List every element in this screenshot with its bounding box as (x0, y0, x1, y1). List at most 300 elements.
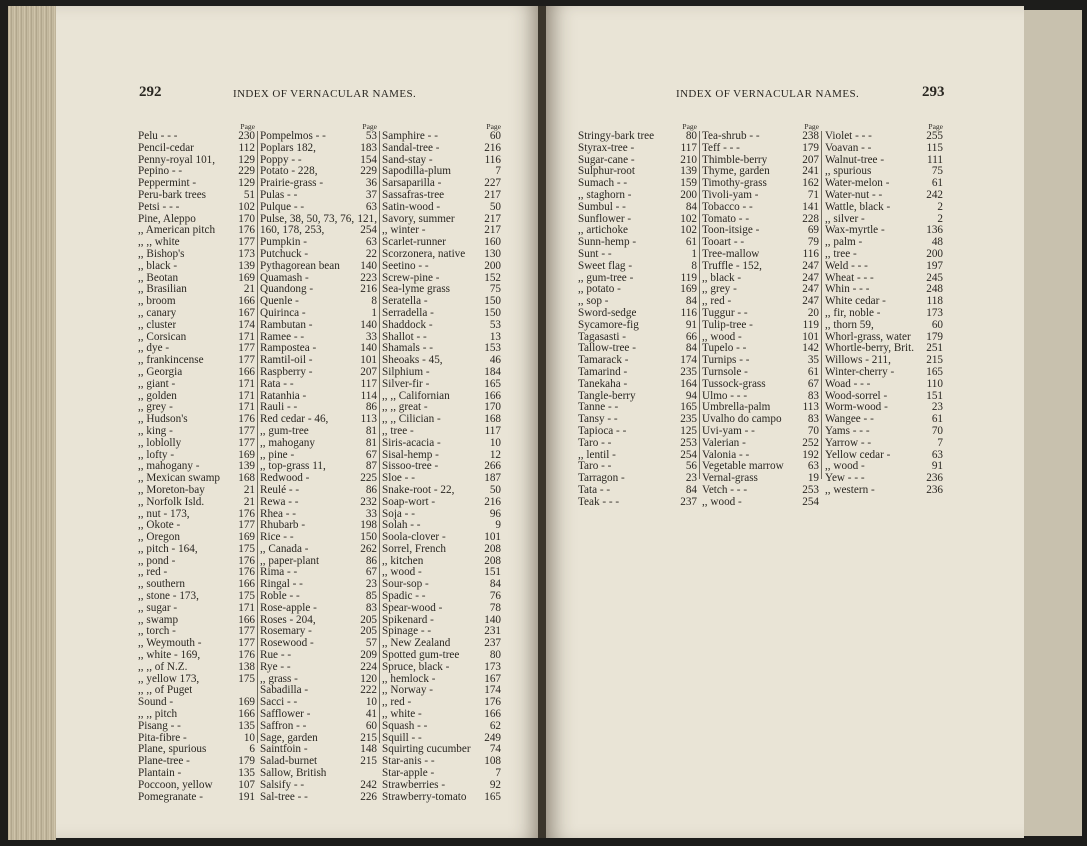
right-page-number: 293 (922, 84, 945, 100)
entry-page-ref: 50 (489, 200, 501, 213)
entry-page-ref: 165 (680, 401, 697, 414)
entry-term: 160, 178, 253, (260, 225, 325, 237)
page-label: Page (928, 122, 943, 131)
index-entry (382, 485, 501, 497)
index-entry (702, 202, 819, 214)
left-running-header: INDEX OF VERNACULAR NAMES. (233, 88, 417, 100)
entry-term: Redwood - (260, 473, 310, 485)
entry-page-ref: 216 (484, 495, 501, 508)
entry-page-ref: 238 (802, 130, 819, 142)
index-entry (260, 721, 377, 733)
index-entry (578, 332, 697, 344)
entry-page-ref: 139 (680, 165, 697, 178)
index-entry (702, 261, 819, 273)
index-entry (138, 544, 255, 556)
entry-term: Wheat - - - (825, 272, 874, 284)
entry-page-ref: 8 (691, 259, 697, 272)
entry-term: Star-apple - (382, 768, 435, 780)
entry-term: Thimble-berry (702, 154, 768, 166)
entry-term: Vernal-grass (702, 473, 758, 485)
index-entry (138, 792, 255, 804)
entry-page-ref: 91 (685, 318, 697, 331)
entry-page-ref: 177 (238, 625, 255, 638)
entry-page-ref: 102 (680, 212, 697, 225)
entry-page-ref: 84 (489, 578, 501, 591)
entry-page-ref: 177 (238, 519, 255, 532)
entry-term: ,, artichoke (578, 225, 629, 237)
entry-page-ref: 248 (926, 283, 943, 296)
entry-page-ref: 61 (931, 413, 943, 426)
entry-page-ref: 74 (489, 743, 501, 756)
entry-page-ref: 236 (926, 483, 943, 496)
index-entry (138, 367, 255, 379)
entry-term: Whortle-berry, Brit. (825, 343, 915, 355)
entry-term: Sallow, British (260, 768, 327, 780)
column-rule (821, 131, 822, 479)
index-entry (825, 320, 943, 332)
index-entry (260, 261, 377, 273)
index-entry (260, 497, 377, 509)
entry-page-ref: 168 (484, 413, 501, 426)
entry-page-ref: 83 (807, 413, 819, 426)
index-entry (382, 273, 501, 285)
entry-term: Uvalho do campo (702, 414, 782, 426)
index-entry (382, 697, 501, 709)
entry-term: Spruce, black - (382, 661, 450, 673)
entry-term: Sandal-tree - (382, 142, 440, 154)
entry-term: Roses - 204, (260, 614, 316, 626)
entry-page-ref: 232 (360, 495, 377, 508)
entry-term: Quirinca - (260, 307, 306, 319)
index-entry (138, 780, 255, 792)
index-entry (825, 402, 943, 414)
entry-page-ref: 53 (489, 318, 501, 331)
entry-page-ref: 2 (937, 200, 943, 213)
entry-term: ,, grey - (702, 284, 737, 296)
entry-term: ,, mahogany (260, 437, 315, 449)
index-entry (138, 320, 255, 332)
entry-page-ref: 226 (360, 790, 377, 803)
entry-term: Teff - - - (702, 142, 740, 154)
index-entry (260, 438, 377, 450)
index-entry (702, 391, 819, 403)
entry-page-ref: 84 (685, 295, 697, 308)
entry-page-ref: 210 (680, 153, 697, 166)
entry-page-ref: 61 (807, 365, 819, 378)
entry-page-ref: 60 (365, 719, 377, 732)
entry-term: Teak - - - (578, 496, 620, 508)
entry-page-ref: 247 (802, 295, 819, 308)
index-entry (578, 143, 697, 155)
entry-page-ref: 113 (802, 401, 819, 414)
index-entry (138, 485, 255, 497)
entry-page-ref: 21 (243, 483, 255, 496)
entry-term: ,, gum-tree - (578, 272, 634, 284)
index-column (260, 122, 377, 803)
entry-term: Rosemary - (260, 626, 312, 638)
entry-page-ref: 177 (238, 424, 255, 437)
index-entry (702, 402, 819, 414)
index-entry (825, 379, 943, 391)
index-entry (382, 190, 501, 202)
entry-page-ref: 176 (238, 224, 255, 237)
entry-page-ref: 66 (685, 330, 697, 343)
entry-term: ,, Okote - (138, 520, 181, 532)
entry-page-ref: 101 (360, 354, 377, 367)
index-entry (260, 556, 377, 568)
index-entry (260, 249, 377, 261)
index-entry (260, 225, 377, 237)
entry-term: Ramtil-oil - (260, 355, 313, 367)
entry-term: Sycamore-fig (578, 319, 639, 331)
entry-page-ref: 167 (238, 306, 255, 319)
entry-term: Serradella - (382, 307, 434, 319)
index-entry (260, 308, 377, 320)
entry-page-ref: 76 (489, 590, 501, 603)
entry-page-ref: 187 (484, 472, 501, 485)
index-entry (382, 249, 501, 261)
entry-page-ref: 67 (365, 448, 377, 461)
entry-page-ref: 121, (357, 212, 377, 225)
index-entry (382, 780, 501, 792)
entry-page-ref: 176 (238, 413, 255, 426)
entry-page-ref: 179 (802, 141, 819, 154)
entry-term: Umbrella-palm (702, 402, 771, 414)
entry-term: Sassafras-tree (382, 189, 445, 201)
entry-page-ref: 35 (807, 354, 819, 367)
entry-page-ref: 166 (238, 365, 255, 378)
entry-page-ref: 79 (807, 236, 819, 249)
entry-page-ref: 173 (484, 660, 501, 673)
index-entry (138, 190, 255, 202)
entry-page-ref: 150 (484, 306, 501, 319)
entry-page-ref: 227 (484, 177, 501, 190)
entry-page-ref: 171 (238, 389, 255, 402)
entry-term: ,, red - (138, 567, 168, 579)
entry-term: Water-nut - - (825, 189, 883, 201)
entry-term: ,, Mexican swamp (138, 473, 221, 485)
entry-term: Tobacco - - (702, 201, 753, 213)
entry-term: Tomato - - (702, 213, 750, 225)
index-entry (825, 166, 943, 178)
entry-page-ref: 160 (484, 236, 501, 249)
entry-term: ,, ,, of N.Z. (138, 661, 188, 673)
entry-term: Sunn-hemp - (578, 237, 637, 249)
entry-page-ref: 229 (238, 165, 255, 178)
index-entry (382, 143, 501, 155)
entry-term: Rhubarb - (260, 520, 306, 532)
entry-page-ref: 216 (360, 283, 377, 296)
index-entry (382, 178, 501, 190)
entry-page-ref: 177 (238, 236, 255, 249)
entry-page-ref: 57 (365, 637, 377, 650)
entry-term: Ratanhia - (260, 390, 307, 402)
entry-page-ref: 235 (680, 365, 697, 378)
entry-term: Wattle, black - (825, 201, 891, 213)
index-entry (382, 332, 501, 344)
entry-term: ,, Beotan (138, 272, 179, 284)
entry-page-ref: 152 (484, 271, 501, 284)
entry-term: Shamals - - (382, 343, 433, 355)
index-entry (702, 190, 819, 202)
entry-term: Tree-mallow (702, 248, 760, 260)
entry-term: ,, red - (382, 697, 412, 709)
entry-page-ref: 175 (238, 590, 255, 603)
index-entry (260, 603, 377, 615)
entry-term: Taro - - (578, 461, 612, 473)
entry-page-ref: 62 (489, 719, 501, 732)
entry-page-ref: 215 (360, 755, 377, 768)
index-entry (382, 792, 501, 804)
page-label: Page (804, 122, 819, 131)
entry-page-ref: 56 (685, 460, 697, 473)
index-column (825, 122, 943, 497)
index-entry (138, 202, 255, 214)
column-rule (699, 131, 700, 479)
entry-term: Rose-apple - (260, 602, 317, 614)
index-entry (382, 638, 501, 650)
entry-page-ref: 235 (680, 413, 697, 426)
entry-term: Quandong - (260, 284, 314, 296)
entry-page-ref: 177 (238, 637, 255, 650)
entry-term: ,, Moreton-bay (138, 484, 205, 496)
entry-term: ,, mahogany - (138, 461, 200, 473)
index-entry (382, 556, 501, 568)
entry-page-ref: 8 (371, 295, 377, 308)
entry-page-ref: 169 (238, 696, 255, 709)
entry-term: Vegetable marrow (702, 461, 784, 473)
entry-term: ,, New Zealand (382, 638, 451, 650)
entry-page-ref: 262 (360, 542, 377, 555)
entry-page-ref: 114 (360, 389, 377, 402)
entry-term: ,, spurious (825, 166, 872, 178)
entry-term: Turnips - - (702, 355, 750, 367)
entry-term: Rima - - (260, 567, 298, 579)
entry-term: Violet - - - (825, 131, 872, 142)
index-entry (825, 450, 943, 462)
entry-page-ref: 153 (484, 342, 501, 355)
entry-page-ref: 135 (238, 767, 255, 780)
index-entry (578, 237, 697, 249)
entry-term: Rice - - (260, 532, 294, 544)
entry-term: ,, potato - (578, 284, 621, 296)
index-entry (382, 355, 501, 367)
index-entry (578, 273, 697, 285)
index-entry (260, 756, 377, 768)
entry-page-ref: 141 (802, 200, 819, 213)
entry-page-ref: 130 (484, 247, 501, 260)
entry-term: Soola-clover - (382, 532, 446, 544)
entry-term: Sal-tree - - (260, 791, 308, 803)
entry-term: Solah - - (382, 520, 421, 532)
index-entry (702, 485, 819, 497)
entry-term: ,, palm - (825, 237, 863, 249)
entry-term: Sea-lyme grass (382, 284, 451, 296)
index-entry (138, 379, 255, 391)
entry-term: Soap-wort - (382, 496, 436, 508)
index-entry (382, 626, 501, 638)
entry-page-ref: 117 (484, 424, 501, 437)
entry-term: Tivoli-yam - (702, 189, 759, 201)
index-entry (138, 662, 255, 674)
entry-term: ,, Canada - (260, 543, 309, 555)
entry-term: Yams - - - (825, 425, 870, 437)
entry-term: ,, kitchen (382, 555, 424, 567)
entry-term: Pompelmos - - (260, 131, 326, 142)
entry-page-ref: 217 (484, 212, 501, 225)
entry-page-ref: 217 (484, 188, 501, 201)
entry-page-ref: 171 (238, 330, 255, 343)
entry-page-ref: 115 (926, 141, 943, 154)
entry-page-ref: 41 (365, 708, 377, 721)
index-entry (825, 438, 943, 450)
entry-term: Yarrow - - (825, 437, 872, 449)
index-entry (825, 261, 943, 273)
entry-page-ref: 87 (365, 460, 377, 473)
entry-page-ref: 70 (931, 424, 943, 437)
index-entry (702, 225, 819, 237)
entry-page-ref: 166 (484, 389, 501, 402)
entry-page-ref: 249 (484, 731, 501, 744)
entry-term: Tussock-grass (702, 378, 766, 390)
index-entry (825, 155, 943, 167)
entry-term: Spinage - - (382, 626, 432, 638)
entry-term: Whorl-grass, water (825, 331, 911, 343)
entry-page-ref: 171 (238, 401, 255, 414)
entry-page-ref: 61 (931, 177, 943, 190)
entry-term: Rewa - - (260, 496, 299, 508)
entry-page-ref: 140 (360, 259, 377, 272)
entry-page-ref: 102 (238, 200, 255, 213)
column-rule (257, 131, 258, 743)
entry-term: ,, red - (702, 296, 732, 308)
index-entry (382, 520, 501, 532)
index-entry (382, 202, 501, 214)
entry-term: Vetch - - - (702, 484, 748, 496)
index-entry (260, 780, 377, 792)
entry-page-ref: 231 (484, 625, 501, 638)
index-entry (260, 662, 377, 674)
entry-page-ref: 33 (365, 507, 377, 520)
entry-page-ref: 110 (926, 377, 943, 390)
entry-page-ref: 174 (238, 318, 255, 331)
entry-page-ref: 21 (243, 283, 255, 296)
index-entry (382, 414, 501, 426)
entry-term: Tanne - - (578, 402, 619, 414)
index-entry (382, 402, 501, 414)
entry-term: Pumpkin - (260, 237, 307, 249)
entry-page-ref: 151 (926, 389, 943, 402)
entry-page-ref: 167 (484, 672, 501, 685)
index-entry (382, 497, 501, 509)
entry-page-ref: 60 (931, 318, 943, 331)
entry-page-ref: 33 (365, 330, 377, 343)
index-entry (382, 308, 501, 320)
index-entry (702, 178, 819, 190)
entry-term: ,, black - (702, 272, 742, 284)
entry-term: Squash - - (382, 720, 428, 732)
index-entry (138, 438, 255, 450)
index-entry (382, 391, 501, 403)
index-entry (382, 579, 501, 591)
entry-page-ref: 254 (680, 448, 697, 461)
entry-term: Sunt - - (578, 248, 612, 260)
entry-term: Plantain - (138, 768, 182, 780)
index-entry (702, 296, 819, 308)
entry-term: Tallow-tree - (578, 343, 636, 355)
rear-pages (1024, 10, 1082, 836)
entry-term: Tarragon - (578, 473, 625, 485)
entry-page-ref: 84 (685, 483, 697, 496)
index-entry (382, 379, 501, 391)
index-entry (138, 249, 255, 261)
entry-term: ,, Norway - (382, 685, 433, 697)
index-entry (825, 308, 943, 320)
entry-page-ref: 166 (238, 708, 255, 721)
entry-term: Pelu - - - (138, 131, 178, 142)
entry-term: ,, broom (138, 296, 176, 308)
entry-page-ref: 80 (685, 130, 697, 142)
index-entry (382, 591, 501, 603)
book-edge (8, 6, 56, 840)
entry-page-ref: 183 (360, 141, 377, 154)
entry-page-ref: 19 (807, 472, 819, 485)
entry-term: Roble - - (260, 591, 300, 603)
entry-page-ref: 200 (680, 188, 697, 201)
entry-term: Reulé - - (260, 484, 300, 496)
index-entry (382, 131, 501, 143)
entry-page-ref: 83 (365, 601, 377, 614)
entry-term: Spotted gum-tree (382, 650, 460, 662)
entry-term: Stringy-bark tree (578, 131, 655, 142)
entry-term: Ringal - - (260, 579, 303, 591)
index-entry (702, 426, 819, 438)
entry-term: ,, grass - (260, 673, 298, 685)
entry-page-ref: 205 (360, 613, 377, 626)
entry-page-ref: 176 (484, 696, 501, 709)
entry-page-ref: 166 (238, 613, 255, 626)
index-entry (260, 626, 377, 638)
entry-page-ref: 254 (360, 224, 377, 237)
entry-page-ref: 252 (802, 436, 819, 449)
entry-term: Strawberry-tomato (382, 791, 467, 803)
entry-term: ,, pond - (138, 555, 176, 567)
entry-term: Walnut-tree - (825, 154, 885, 166)
index-entry (260, 367, 377, 379)
index-entry (825, 190, 943, 202)
index-entry (138, 131, 255, 143)
entry-page-ref: 176 (238, 554, 255, 567)
index-entry (578, 225, 697, 237)
entry-page-ref: 191 (238, 790, 255, 803)
entry-page-ref: 176 (238, 649, 255, 662)
index-entry (382, 461, 501, 473)
entry-term: Tea-shrub - - (702, 131, 760, 142)
entry-page-ref: 247 (802, 283, 819, 296)
entry-term: Sloe - - (382, 473, 415, 485)
index-entry (578, 414, 697, 426)
entry-page-ref: 80 (489, 649, 501, 662)
entry-term: Worm-wood - (825, 402, 888, 414)
index-entry (578, 190, 697, 202)
entry-page-ref: 179 (238, 755, 255, 768)
index-entry (260, 190, 377, 202)
index-entry (702, 497, 819, 509)
entry-term: Siris-acacia - (382, 437, 441, 449)
index-entry (382, 166, 501, 178)
entry-page-ref: 23 (365, 578, 377, 591)
entry-term: Quamash - (260, 272, 309, 284)
